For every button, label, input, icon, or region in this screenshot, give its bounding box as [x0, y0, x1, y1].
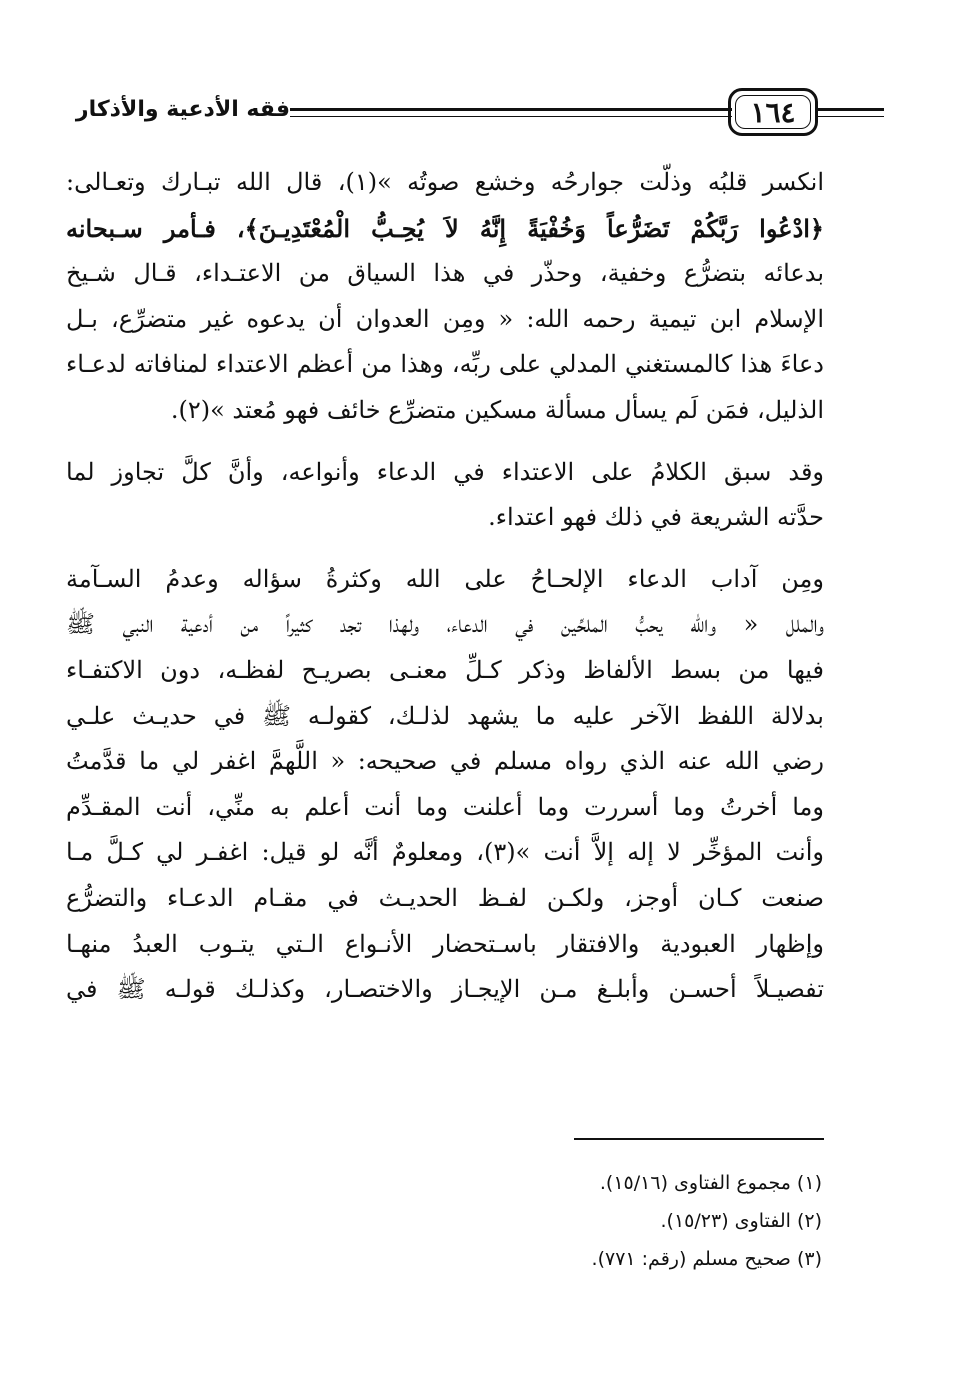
page-number-box: [728, 88, 818, 136]
text-line: وإظهار العبودية والافتقار باسـتحضار الأنـواع الـتي يتـوب العبدُ منهـا: [66, 929, 824, 958]
header-rule-left-thin: [290, 116, 732, 117]
footnote-3: (٣) صحيح مسلم (رقم: ٧٧١).: [591, 1248, 822, 1270]
text-line: والملل « والله يحبُّ الملحِّين في الدعاء، ولهذا تجد كثيراً من أدعية النبي ﷺ: [66, 610, 824, 639]
running-title: فقه الأدعية والأذكار: [75, 97, 290, 122]
text-line: فيها من بسط الألفاظ وذكر كـلِّ معنـى بصريـح لفظـه، دون الاكتفـاء: [66, 655, 824, 684]
text-line: رضي الله عنه الذي رواه مسلم في صحيحه: « اللَّهمَّ اغفر لي ما قدَّمتُ: [66, 747, 824, 776]
text-line: وأنت المؤخِّر لا إله إلاَّ أنت »(٣)، ومعلومٌ أنَّه لو قيل: اغفـر لي كـلَّ مـا: [66, 838, 824, 867]
text-line: بدعائه بتضرُّع وخفية، وحذّر في هذا السياق من الاعتـداء، قـال شـيخ: [66, 259, 824, 288]
footnote-2: (٢) الفتاوى (١٥/٢٣).: [660, 1210, 822, 1232]
header-rule-left: [290, 108, 732, 111]
text-line: ومِن آداب الدعاء الإلحـاحُ على الله وكثرةُ سؤاله وعدمُ السـآمة: [66, 564, 824, 593]
text-line: الإسلام ابن تيمية رحمه الله: « ومِن العدوان أن يدعوه غير متضرِّع، بـل: [66, 304, 824, 333]
footnote-separator: [574, 1138, 824, 1140]
text-line: وقد سبق الكلامُ على الاعتداء في الدعاء وأنواعه، وأنَّ كلَّ تجاوز لما: [66, 457, 824, 486]
footnote-1: (١) مجموع الفتاوى (١٥/١٦).: [599, 1172, 822, 1194]
text-line: تفصيـلاً أحسـن وأبلـغ مـن الإيجـاز والاختصـار، وكذلـك قولـه ﷺ في: [66, 975, 824, 1004]
text-line: بدلالة اللفظ الآخر عليه ما يشهد لذلـك، كقولـه ﷺ في حديـث علـي: [66, 701, 824, 730]
text-line: دعاءَ هذا كالمستغني المدلي على ربِّه، وهذا من أعظم الاعتداء لمنافاته لدعـاء: [66, 350, 824, 379]
paragraph-3: [66, 557, 824, 1013]
header-rule-right-thin: [818, 116, 884, 117]
text-line: وما أخرتُ وما أسررت وما أعلنت وما أنت أعلم به منِّي، أنت المقـدِّم: [66, 792, 824, 821]
text-line: الذليل، فمَن لَم يسأل مسألة مسكين متضرِّع خائف فهو مُعتد »(٢).: [170, 395, 824, 424]
page-number: ١٦٤: [750, 95, 796, 129]
text-line-quran-verse: ﴿ادْعُوا رَبَّكُمْ تَضَرُّعاً وَخُفْيَةً إِنَّهُ لاَ يُحِـبُّ الْمُعْتَدِيـنَ﴾، فـأمر سـبحانه: [66, 213, 824, 243]
text-line: انكسر قلبُه وذلّت جوارحُه وخشع صوتُه »(١)، قال الله تبـارك وتعـالى:: [66, 168, 824, 196]
paragraph-2: [66, 450, 824, 541]
page-header: [60, 86, 824, 148]
text-line: حدَّته الشريعة في ذلك فهو اعتداء.: [488, 503, 824, 532]
footnotes: [300, 1164, 822, 1278]
text-line: صنعت كـان أوجز، ولكـن لفـظ الحديـث في مقـام الدعـاء والتضرُّع: [66, 883, 824, 912]
header-rule-right: [818, 108, 884, 111]
main-text: [66, 160, 824, 1013]
paragraph-1: [66, 160, 824, 434]
